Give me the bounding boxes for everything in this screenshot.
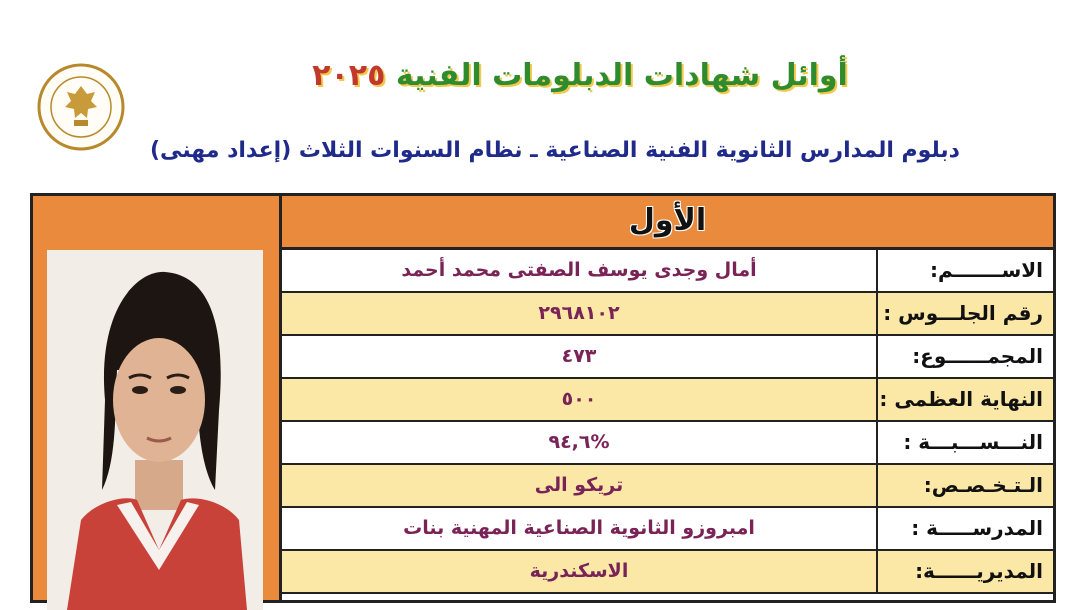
row-total [282, 336, 1053, 379]
student-portrait-icon [47, 250, 263, 610]
row-school [282, 508, 1053, 551]
school-label: المدرســـــة : [878, 508, 1053, 549]
name-label: الاســـــــم: [878, 250, 1053, 291]
directorate-label: المديريــــــة: [878, 551, 1053, 592]
row-seat-number [282, 293, 1053, 336]
percentage-label: النـــســـبـــة : [878, 422, 1053, 463]
percentage-value: %٩٤,٦ [282, 422, 878, 463]
student-card [30, 193, 1056, 603]
name-value: أمال وجدى يوسف الصفتى محمد أحمد [282, 250, 878, 291]
row-specialization [282, 465, 1053, 508]
specialization-label: الـتـخـصـص: [878, 465, 1053, 506]
student-photo [47, 250, 263, 610]
photo-column [33, 196, 282, 600]
total-value: ٤٧٣ [282, 336, 878, 377]
school-value: امبروزو الثانوية الصناعية المهنية بنات [282, 508, 878, 549]
page-subtitle: دبلوم المدارس الثانوية الفنية الصناعية ـ نظام السنوات الثلاث (إعداد مهنى) [150, 138, 960, 163]
specialization-value: تريكو الى [282, 465, 878, 506]
row-percentage [282, 422, 1053, 465]
max-score-value: ٥٠٠ [282, 379, 878, 420]
title-text: أوائل شهادات الدبلومات الفنية [395, 58, 848, 93]
row-name [282, 250, 1053, 293]
seat-number-value: ٢٩٦٨١٠٢ [282, 293, 878, 334]
title-year: ٢٠٢٥ [312, 58, 386, 93]
page-title [180, 58, 980, 93]
ministry-logo [32, 62, 130, 152]
seat-number-label: رقم الجلـــوس : [878, 293, 1053, 334]
row-max-score [282, 379, 1053, 422]
rank-header: الأول [282, 196, 1053, 250]
total-label: المجمــــــوع: [878, 336, 1053, 377]
max-score-label: النهاية العظمى : [878, 379, 1053, 420]
row-directorate [282, 551, 1053, 594]
ministry-seal-icon [32, 62, 130, 152]
directorate-value: الاسكندرية [282, 551, 878, 592]
details-table [282, 250, 1053, 594]
